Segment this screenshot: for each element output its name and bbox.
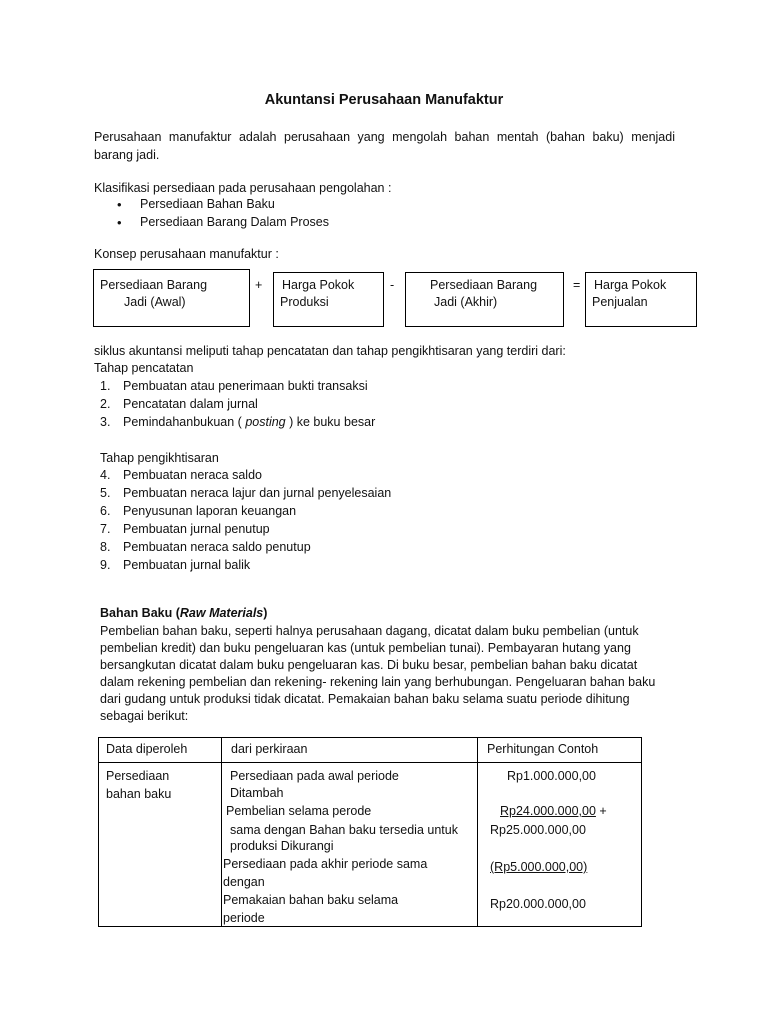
- box-line: Penjualan: [592, 295, 648, 309]
- box-line: Harga Pokok: [282, 278, 355, 292]
- cell-line: Persediaan pada akhir periode sama: [223, 857, 428, 871]
- box-line: Persediaan Barang: [100, 278, 208, 292]
- cell-line: Persediaan: [106, 769, 170, 783]
- box-line: Jadi (Awal): [124, 295, 186, 309]
- intro-paragraph: [94, 128, 675, 164]
- list-item: [100, 504, 297, 518]
- minus-operator: -: [390, 278, 395, 292]
- plus-operator: +: [255, 278, 263, 292]
- list-item: [100, 540, 311, 554]
- cell-value: [500, 804, 607, 818]
- list-number: 7.: [100, 522, 111, 536]
- cell-line: periode: [223, 911, 265, 925]
- cell-value: (Rp5.000.000,00): [490, 860, 588, 874]
- header-dari-perkiraan: dari perkiraan: [231, 742, 308, 756]
- table-header-cell: [99, 738, 222, 763]
- intro-line: barang jadi.: [94, 148, 160, 162]
- table-header-cell: [222, 738, 478, 763]
- list-text-pre: Pemindahanbukuan (: [123, 415, 246, 429]
- paragraph-line: dari gudang untuk produksi tidak dicatat. Pemakaian bahan baku selama suatu periode dihitung: [100, 692, 630, 706]
- list-number: 5.: [100, 486, 111, 500]
- list-text: Penyusunan laporan keuangan: [123, 504, 297, 518]
- heading-post: ): [263, 606, 268, 620]
- table-header-cell: [478, 738, 642, 763]
- intro-line: Perusahaan manufaktur adalah perusahaan yang mengolah bahan mentah (bahan baku) menjadi: [94, 130, 675, 144]
- list-text: [123, 415, 375, 429]
- box-harga-pokok-penjualan: [585, 272, 697, 327]
- header-perhitungan-contoh: Perhitungan Contoh: [487, 742, 599, 756]
- list-text: Pembuatan neraca saldo penutup: [123, 540, 311, 554]
- list-text: Pembuatan jurnal penutup: [123, 522, 270, 536]
- cell-line: sama dengan Bahan baku tersedia untuk: [230, 823, 458, 837]
- siklus-intro: siklus akuntansi meliputi tahap pencatatan dan tahap pengikhtisaran yang terdiri dari:: [94, 344, 566, 358]
- cell-line: produksi Dikurangi: [230, 839, 334, 853]
- table-cell: [478, 763, 642, 927]
- list-number: 4.: [100, 468, 111, 482]
- header-data-diperoleh: Data diperoleh: [106, 742, 188, 756]
- paragraph-line: pembelian kredit) dan buku pengeluaran kas (untuk pembelian tunai). Pembayaran hutang yang: [100, 641, 631, 655]
- list-text-post: ) ke buku besar: [285, 415, 376, 429]
- box-line: Persediaan Barang: [430, 278, 538, 292]
- pengikhtisaran-heading: Tahap pengikhtisaran: [100, 451, 219, 465]
- equals-operator: =: [573, 278, 581, 292]
- klasifikasi-heading: Klasifikasi persediaan pada perusahaan pengolahan :: [94, 181, 392, 195]
- box-line: Produksi: [280, 295, 329, 309]
- list-item: [100, 558, 251, 572]
- list-item: [100, 397, 258, 411]
- list-text: Pembuatan atau penerimaan bukti transaksi: [123, 379, 368, 393]
- list-item: [100, 486, 392, 500]
- list-number: 8.: [100, 540, 111, 554]
- calculation-table: [98, 737, 642, 927]
- paragraph-line: Pembelian bahan baku, seperti halnya perusahaan dagang, dicatat dalam buku pembelian (untuk: [100, 624, 639, 638]
- box-harga-pokok-produksi: [273, 272, 384, 327]
- cell-line: Ditambah: [230, 786, 284, 800]
- paragraph-line: sebagai berikut:: [100, 709, 189, 723]
- cell-value: Rp25.000.000,00: [490, 823, 586, 837]
- value-underlined: Rp24.000.000,00: [500, 804, 596, 818]
- list-item: [100, 468, 262, 482]
- list-number: 1.: [100, 379, 111, 393]
- bahan-baku-paragraph: [100, 623, 655, 725]
- list-item: [100, 379, 368, 393]
- heading-pre: Bahan Baku (: [100, 606, 180, 620]
- list-number: 6.: [100, 504, 111, 518]
- heading-italic: Raw Materials: [179, 606, 264, 620]
- paragraph-line: bersangkutan dicatat dalam buku pengeluaran kas. Di buku besar, pembelian bahan baku dicatat: [100, 658, 638, 672]
- table-row: [99, 763, 642, 927]
- bahan-baku-heading: [100, 606, 267, 620]
- cell-line: Persediaan pada awal periode: [230, 769, 399, 783]
- paragraph-line: dalam rekening pembelian dan rekening- rekening lain yang berhubungan. Pengeluaran bahan baku: [100, 675, 656, 689]
- box-persediaan-awal: [93, 269, 250, 327]
- list-text: Pembuatan jurnal balik: [123, 558, 251, 572]
- konsep-heading: Konsep perusahaan manufaktur :: [94, 247, 279, 261]
- box-line: Harga Pokok: [594, 278, 667, 292]
- table-cell: [222, 763, 478, 927]
- box-persediaan-akhir: [405, 272, 564, 327]
- list-item: [100, 415, 376, 429]
- list-number: 9.: [100, 558, 111, 572]
- cell-line: bahan baku: [106, 787, 172, 801]
- list-text: Pembuatan neraca saldo: [123, 468, 262, 482]
- cell-line: Pembelian selama perode: [226, 804, 372, 818]
- list-text: Pembuatan neraca lajur dan jurnal penyelesaian: [123, 486, 392, 500]
- table-cell: [99, 763, 222, 927]
- list-text: Pencatatan dalam jurnal: [123, 397, 258, 411]
- list-number: 2.: [100, 397, 111, 411]
- list-item: [100, 522, 270, 536]
- page-title: Akuntansi Perusahaan Manufaktur: [264, 92, 504, 108]
- cell-line: dengan: [223, 875, 265, 889]
- klasifikasi-item: • Persediaan Bahan Baku: [140, 197, 275, 211]
- table-header-row: [99, 738, 642, 763]
- value-suffix: +: [595, 804, 607, 818]
- pencatatan-heading: Tahap pencatatan: [94, 361, 194, 375]
- cell-value: Rp1.000.000,00: [507, 769, 596, 783]
- list-text-italic: posting: [245, 415, 286, 429]
- list-number: 3.: [100, 415, 111, 429]
- cell-line: Pemakaian bahan baku selama: [223, 893, 399, 907]
- box-line: Jadi (Akhir): [434, 295, 498, 309]
- klasifikasi-item: • Persediaan Barang Dalam Proses: [140, 215, 329, 229]
- cell-value: Rp20.000.000,00: [490, 897, 586, 911]
